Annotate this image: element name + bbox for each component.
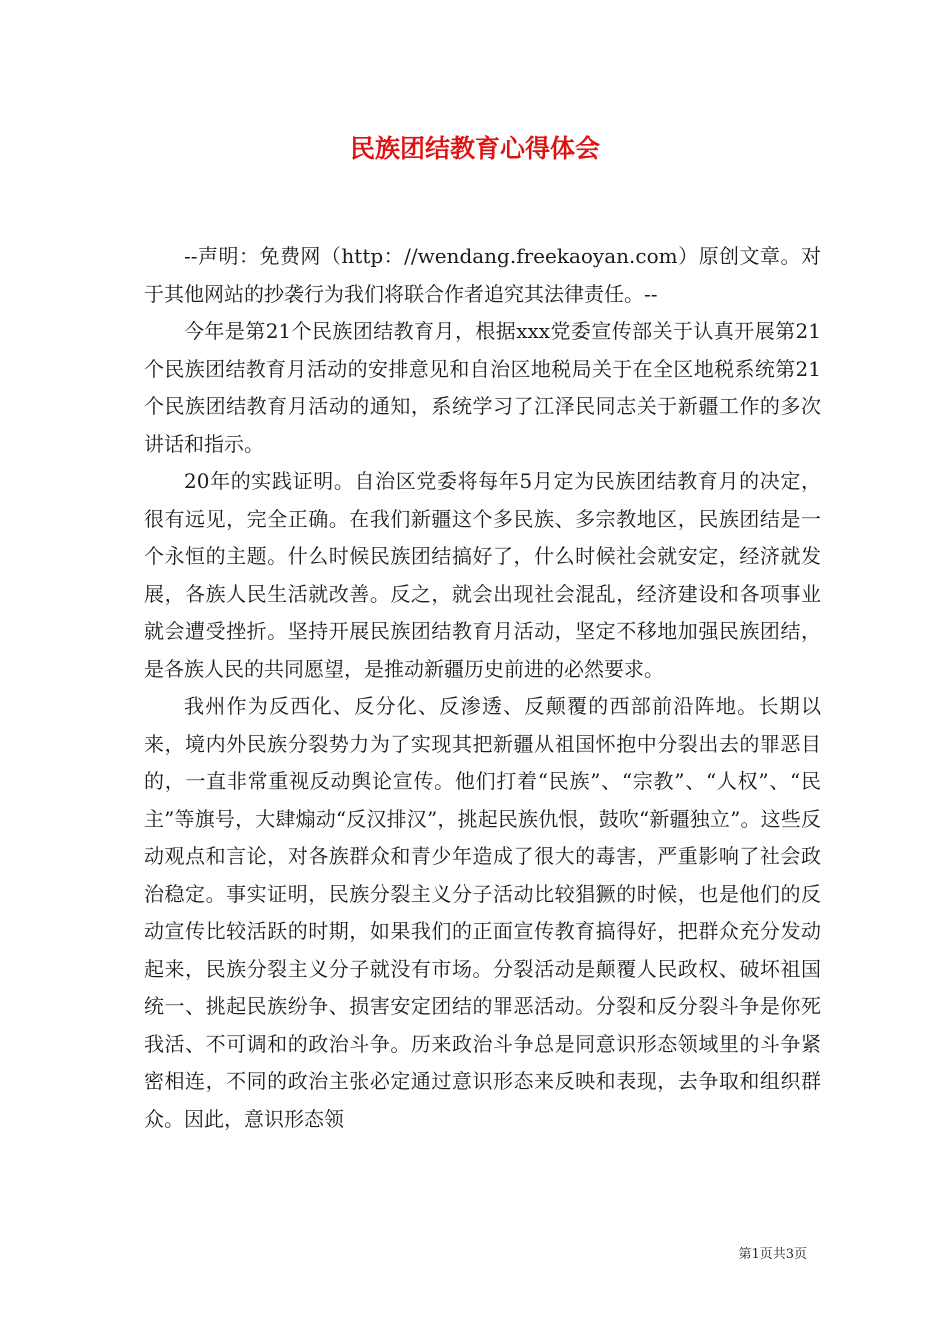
document-title: 民族团结教育心得体会 xyxy=(349,134,600,163)
paragraph-2: 20年的实践证明。自治区党委将每年5月定为民族团结教育月的决定，很有远见，完全正确。在我们新疆这个多民族、多宗教地区，民族团结是一个永恒的主题。什么时候民族团结搞好了，什么时候社会就安定，经济就发展，各族人民生活就改善。反之，就会出现社会混乱，经济建设和各项事业就会遭受挫折。坚持开展民族团结教育月活动，坚定不移地加强民族团结，是各族人民的共同愿望，是推动新疆历史前进的必然要求。 xyxy=(144,469,821,681)
page-number: 第1页共3页 xyxy=(738,1247,807,1262)
paragraph-disclaimer: --声明：免费网（http：//wendang.freekaoyan.com）原创文章。对于其他网站的抄袭行为我们将联合作者追究其法律责任。-- xyxy=(144,244,821,306)
document-body xyxy=(144,238,821,1138)
paragraph-1: 今年是第21个民族团结教育月，根据xxx党委宣传部关于认真开展第21个民族团结教育月活动的安排意见和自治区地税局关于在全区地税系统第21个民族团结教育月活动的通知，系统学习了江泽民同志关于新疆工作的多次讲话和指示。 xyxy=(144,319,821,456)
paragraph-3: 我州作为反西化、反分化、反渗透、反颠覆的西部前沿阵地。长期以来，境内外民族分裂势力为了实现其把新疆从祖国怀抱中分裂出去的罪恶目的，一直非常重视反动舆论宣传。他们打着“民族”、“宗教”、“人权”、“民主”等旗号，大肆煽动“反汉排汉”，挑起民族仇恨，鼓吹“新疆独立”。这些反动观点和言论，对各族群众和青少年造成了很大的毒害，严重影响了社会政治稳定。事实证明，民族分裂主义分子活动比较猖獗的时候，也是他们的反动宣传比较活跃的时期，如果我们的正面宣传教育搞得好，把群众充分发动起来，民族分裂主义分子就没有市场。分裂活动是颠覆人民政权、破坏祖国统一、挑起民族纷争、损害安定团结的罪恶活动。分裂和反分裂斗争是你死我活、不可调和的政治斗争。历来政治斗争总是同意识形态领域里的斗争紧密相连，不同的政治主张必定通过意识形态来反映和表现，去争取和组织群众。因此，意识形态领 xyxy=(144,694,821,1131)
